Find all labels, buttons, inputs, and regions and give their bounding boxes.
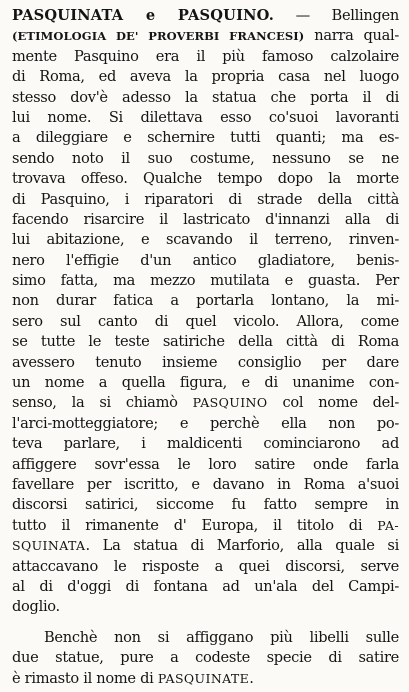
text-line: un nome a quella figura, e di unanime con- bbox=[12, 374, 399, 392]
line-text: senso, la si chiamò bbox=[12, 394, 193, 412]
source-line bbox=[12, 26, 399, 46]
text-line: due statue, pure a codeste specie di satire bbox=[12, 649, 399, 667]
text-line: affiggere sovr'essa le loro satire onde farla bbox=[12, 455, 399, 473]
text-line: nero l'effigie d'un antico gladiatore, benis- bbox=[12, 251, 399, 269]
article-title-line bbox=[12, 6, 399, 26]
article-title: PASQUINATA e PASQUINO. bbox=[12, 7, 275, 24]
line-text: è rimasto il nome di bbox=[12, 669, 158, 687]
text-line bbox=[12, 536, 399, 556]
line-text: col nome del- bbox=[267, 394, 399, 412]
term-pasquino: PASQUINO bbox=[192, 395, 268, 411]
text-line: avessero tenuto insieme consiglio per dare bbox=[12, 353, 399, 371]
term-pasquinata-start: PA- bbox=[377, 517, 399, 533]
paragraph-gap bbox=[12, 618, 399, 628]
text-line: discorsi satirici, siccome fu fatto sempre in bbox=[12, 496, 399, 514]
line-text: . bbox=[249, 669, 254, 687]
text-line: se tutte le teste satiriche della città di Roma bbox=[12, 333, 399, 351]
text-line: di Pasquino, i riparatori di strade della città bbox=[12, 190, 399, 208]
text-line: sendo noto il suo costume, nessuno se ne bbox=[12, 149, 399, 167]
text-line: attaccavano le risposte a quei discorsi, serve bbox=[12, 557, 399, 575]
text-line: sero sul canto di quel vicolo. Allora, come bbox=[12, 312, 399, 330]
text-line bbox=[12, 393, 399, 413]
title-dash: — bbox=[274, 7, 332, 24]
text-line: trovava offeso. Qualche tempo dopo la morte bbox=[12, 170, 399, 188]
text-line: lui abitazione, e scavando il terreno, rinven- bbox=[12, 231, 399, 249]
text-line: facendo risarcire il lastricato d'innanzi alla di bbox=[12, 210, 399, 228]
text-line: a dileggiare e schernire tutti quanti; ma es- bbox=[12, 129, 399, 147]
line-text: tutto il rimanente d' Europa, il titolo di bbox=[12, 516, 378, 534]
term-pasquinate: PASQUINATE bbox=[157, 670, 250, 686]
text-line bbox=[12, 516, 399, 536]
text-line: lui nome. Si dilettava esso co'suoi lavoranti bbox=[12, 108, 399, 126]
text-line: doglio. bbox=[12, 598, 60, 616]
text-line: favellare per iscritto, e davano in Roma a'suoi bbox=[12, 475, 399, 493]
text-line: teva parlare, i maldicenti cominciarono ad bbox=[12, 435, 399, 453]
text-line: simo fatta, ma mezzo mutilata e guasta. Per bbox=[12, 272, 399, 290]
line-text: . La statua di Marforio, alla quale si bbox=[85, 537, 399, 555]
text-line bbox=[12, 669, 399, 689]
text-line: l'arci-motteggiatore; e perchè ella non po- bbox=[12, 414, 399, 432]
text-line: al di d'oggi di fontana ad un'ala del Campi- bbox=[12, 577, 399, 595]
line-text: Bellingen bbox=[331, 7, 399, 24]
source-reference: (ETIMOLOGIA DE' PROVERBI FRANCESI) bbox=[12, 29, 305, 44]
text-line: stesso dov'è adesso la statua che porta il di bbox=[12, 88, 399, 106]
line-text: narra qual- bbox=[304, 27, 399, 45]
term-pasquinata-end: SQUINATA bbox=[12, 538, 86, 554]
text-line: non durar fatica a portarla lontano, la mi- bbox=[12, 292, 399, 310]
text-line: mente Pasquino era il più famoso calzolaire bbox=[12, 47, 399, 65]
text-line: Benchè non si affiggano più libelli sulle bbox=[44, 628, 399, 646]
text-line: di Roma, ed aveva la propria casa nel luogo bbox=[12, 68, 399, 86]
